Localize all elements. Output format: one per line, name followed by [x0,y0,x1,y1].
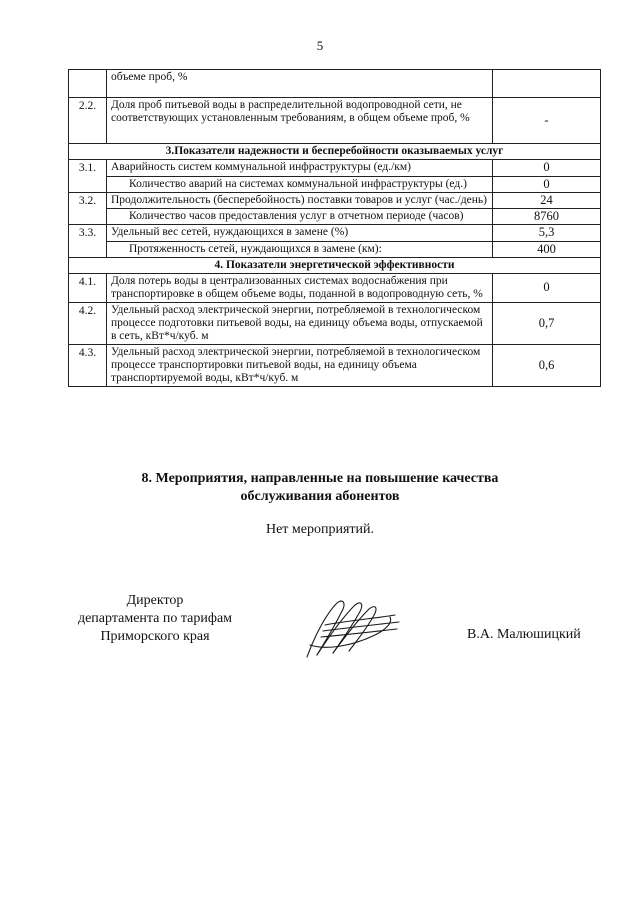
row-value: 5,3 [493,225,601,242]
row-value: 0,7 [493,302,601,344]
row-number: 3.3. [69,225,107,242]
section-header-row [69,144,601,160]
row-value: 400 [493,241,601,257]
table-row [69,70,601,98]
row-text: Аварийность систем коммунальной инфраструктуры (ед./км) [107,160,493,177]
section-4-title: 4. Показатели энергетической эффективности [69,257,601,273]
row-number: 4.3. [69,344,107,386]
table-row [69,209,601,225]
table-row [69,176,601,192]
row-text: Продолжительность (бесперебойность) поставки товаров и услуг (час./день) [107,192,493,209]
section-3-title: 3.Показатели надежности и бесперебойности оказываемых услуг [69,144,601,160]
row-text: Удельный вес сетей, нуждающихся в замене (%) [107,225,493,242]
row-value [493,70,601,98]
table-row [69,241,601,257]
table-row [69,160,601,177]
signatory-line-2: департамента по тарифам [77,611,233,626]
signatory-line-3: Приморского края [100,629,210,644]
row-number-empty [69,176,107,192]
row-number: 4.1. [69,273,107,302]
row-number: 2.2. [69,98,107,144]
row-value: 24 [493,192,601,209]
section-8-title [0,470,640,506]
indicators-table [68,69,601,387]
table-row [69,225,601,242]
section-8-body: Нет мероприятий. [265,522,375,537]
signatory-position [60,592,250,646]
row-number: 4.2. [69,302,107,344]
row-text: Доля потерь воды в централизованных системах водоснабжения при транспортировке в общем объеме воды, поданной в водопроводную сеть, % [107,273,493,302]
section-8-title-line1: 8. Мероприятия, направленные на повышение качества [141,471,499,486]
row-number: 3.2. [69,192,107,209]
row-value: 0,6 [493,344,601,386]
row-number: 3.1. [69,160,107,177]
table-row [69,344,601,386]
signer-name: В.А. Малюшицкий [467,627,581,642]
table-row [69,273,601,302]
row-text: объеме проб, % [107,70,493,98]
row-text: Количество часов предоставления услуг в отчетном периоде (часов) [107,209,493,225]
row-number-empty [69,241,107,257]
page-number: 5 [316,38,324,53]
row-text: Протяженность сетей, нуждающихся в замене (км): [107,241,493,257]
row-number-empty [69,209,107,225]
signatory-line-1: Директор [126,593,184,608]
table-row [69,302,601,344]
row-value: 0 [493,160,601,177]
row-text: Удельный расход электрической энергии, потребляемой в технологическом процессе подготовки питьевой воды, на единицу объема воды, отпускаемой в сеть, кВт*ч/куб. м [107,302,493,344]
row-number [69,70,107,98]
table-row [69,192,601,209]
table-row [69,98,601,144]
section-header-row [69,257,601,273]
row-text: Количество аварий на системах коммунальной инфраструктуры (ед.) [107,176,493,192]
row-value: 0 [493,176,601,192]
handwritten-signature [295,595,405,665]
row-text: Удельный расход электрической энергии, потребляемой в технологическом процессе транспортировки питьевой воды, на единицу объема транспортируемой воды, кВт*ч/куб. м [107,344,493,386]
section-8-title-line2: обслуживания абонентов [240,489,400,504]
row-value: 8760 [493,209,601,225]
row-value: - [493,98,601,144]
row-value: 0 [493,273,601,302]
row-text: Доля проб питьевой воды в распределительной водопроводной сети, не соответствующих установленным требованиям, в общем объеме проб, % [107,98,493,144]
